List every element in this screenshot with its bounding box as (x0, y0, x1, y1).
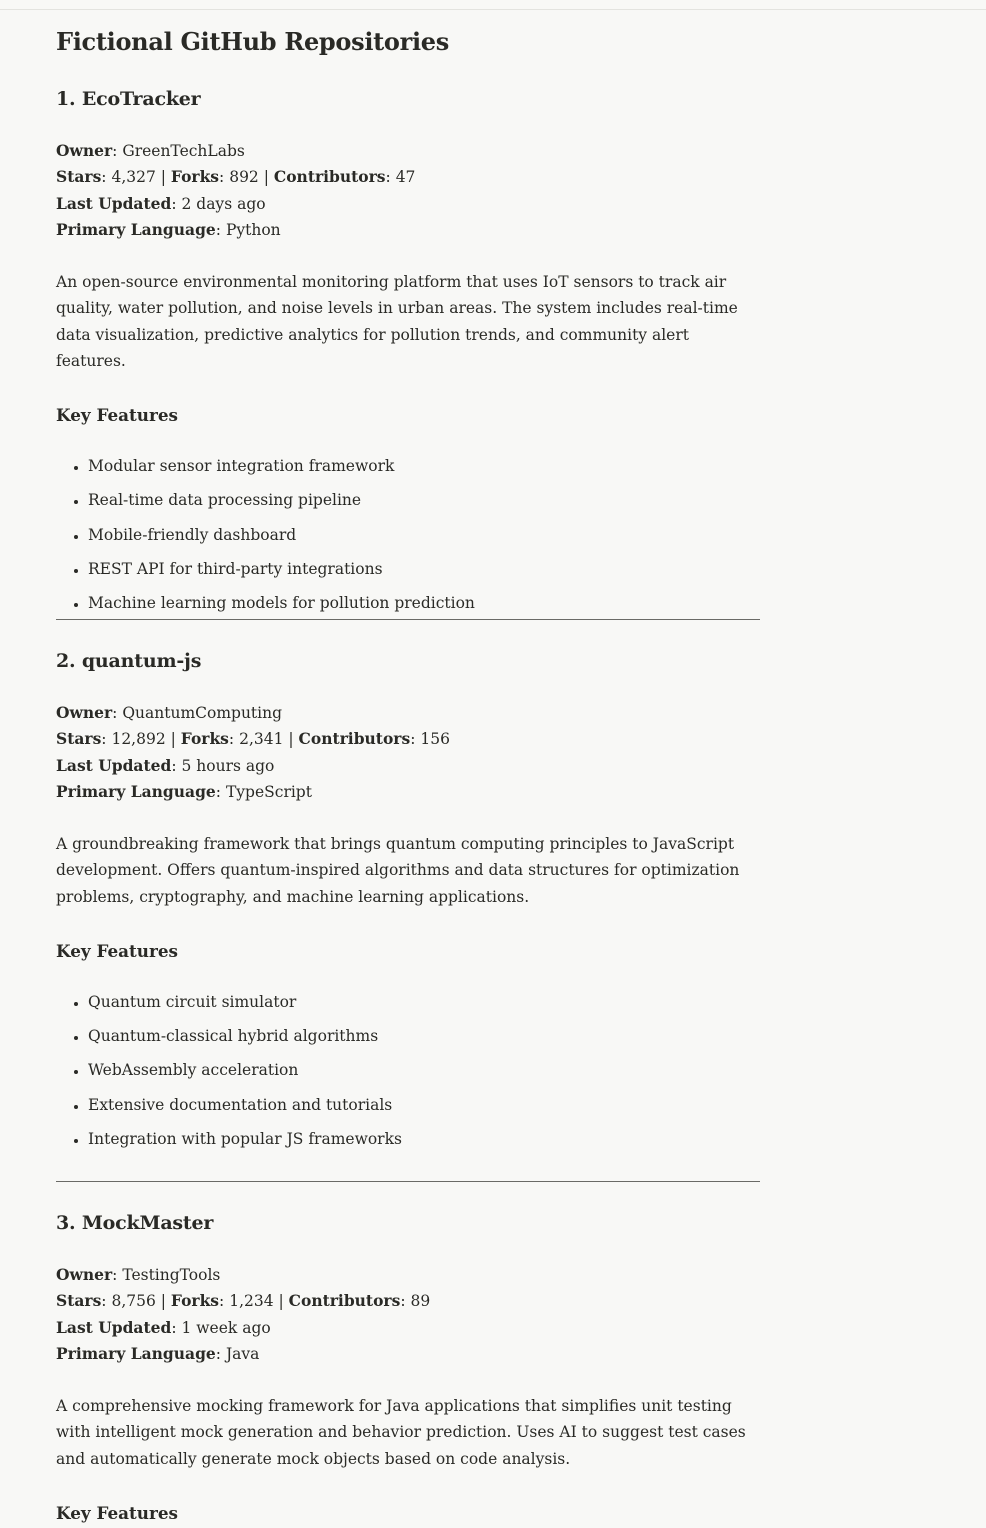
list-item: • Integration with popular JS frameworks (88, 1127, 760, 1151)
repo-meta (56, 700, 760, 805)
features-list (56, 990, 760, 1151)
owner-value: TestingTools (122, 1266, 221, 1284)
language-value: TypeScript (225, 782, 312, 801)
contributors-value: 47 (395, 168, 416, 187)
repo-heading: 1. EcoTracker (56, 88, 201, 110)
list-item: • WebAssembly acceleration (88, 1058, 760, 1082)
repo-description: An open-source environmental monitoring platform that uses IoT sensors to track air quality, water pollution, and noise levels in urban areas. The system includes real-time data visualization, predictive analytics for pollution trends, and community alert features. (56, 273, 738, 370)
updated-line: Last Updated: 5 hours ago (56, 755, 275, 775)
forks-value: 892 (229, 168, 259, 187)
owner-value: QuantumComputing (122, 704, 283, 722)
list-item: • Modular sensor integration framework (88, 454, 760, 478)
repo-heading: 2. quantum-js (56, 650, 202, 672)
language-label: Primary Language (56, 1343, 216, 1363)
forks-value: 1,234 (229, 1292, 274, 1311)
repo-section-mockmaster (56, 1210, 760, 1525)
language-line: Primary Language: TypeScript (56, 781, 312, 801)
stats-line: Stars: 4,327 | Forks: 892 | Contributors: 47 (56, 167, 416, 187)
language-line: Primary Language: Java (56, 1343, 260, 1363)
top-divider (0, 9, 986, 10)
last-updated-value: 5 hours ago (181, 756, 275, 775)
features-heading: Key Features (56, 1502, 178, 1523)
features-list (56, 454, 760, 615)
list-item: • Extensive documentation and tutorials (88, 1093, 760, 1117)
section-divider (56, 619, 760, 620)
list-item: • Quantum-classical hybrid algorithms (88, 1024, 760, 1048)
list-item: • REST API for third-party integrations (88, 557, 760, 581)
last-updated-label: Last Updated (56, 755, 172, 775)
repo-section-ecotracker (56, 86, 760, 625)
owner-label: Owner (56, 141, 113, 160)
owner-label: Owner (56, 1265, 113, 1284)
stars-value: 12,892 (111, 730, 166, 749)
owner-line: Owner: TestingTools (56, 1265, 221, 1284)
forks-value: 2,341 (239, 730, 284, 749)
contributors-label: Contributors (288, 1291, 401, 1311)
repo-section-quantum-js (56, 648, 760, 1161)
stats-line: Stars: 8,756 | Forks: 1,234 | Contributors: 89 (56, 1291, 431, 1311)
repo-meta (56, 138, 760, 243)
last-updated-label: Last Updated (56, 1317, 172, 1337)
language-line: Primary Language: Python (56, 219, 281, 239)
owner-value: GreenTechLabs (122, 142, 245, 160)
owner-label: Owner (56, 703, 113, 722)
language-value: Java (225, 1344, 260, 1363)
owner-line: Owner: QuantumComputing (56, 703, 283, 722)
language-label: Primary Language (56, 781, 216, 801)
features-heading: Key Features (56, 405, 178, 425)
updated-line: Last Updated: 1 week ago (56, 1317, 271, 1337)
owner-line: Owner: GreenTechLabs (56, 141, 245, 160)
repo-description: A groundbreaking framework that brings quantum computing principles to JavaScript development. Offers quantum-inspired algorithms and data structures for optimization problems, cryptography, and machine learning applications. (56, 835, 740, 906)
list-item: • Machine learning models for pollution prediction (88, 591, 760, 615)
contributors-value: 89 (410, 1292, 431, 1311)
repo-heading: 3. MockMaster (56, 1212, 214, 1234)
last-updated-value: 1 week ago (181, 1318, 271, 1337)
stars-label: Stars (56, 1291, 102, 1311)
language-value: Python (225, 220, 281, 239)
forks-label: Forks (180, 729, 229, 749)
stars-value: 4,327 (111, 168, 156, 187)
contributors-value: 156 (420, 730, 450, 749)
section-divider (56, 1181, 760, 1182)
features-heading: Key Features (56, 940, 178, 961)
language-label: Primary Language (56, 219, 216, 239)
forks-label: Forks (170, 1291, 220, 1311)
last-updated-value: 2 days ago (181, 194, 266, 213)
list-item: • Mobile-friendly dashboard (88, 523, 760, 547)
stars-value: 8,756 (111, 1292, 156, 1311)
stats-line: Stars: 12,892 | Forks: 2,341 | Contributors: 156 (56, 729, 450, 749)
stars-label: Stars (56, 167, 102, 187)
list-item: • Real-time data processing pipeline (88, 488, 760, 512)
page-title: Fictional GitHub Repositories (56, 27, 449, 56)
updated-line: Last Updated: 2 days ago (56, 193, 266, 213)
stars-label: Stars (56, 729, 102, 749)
contributors-label: Contributors (273, 167, 386, 187)
repo-meta (56, 1262, 760, 1367)
forks-label: Forks (170, 167, 220, 187)
repo-description: A comprehensive mocking framework for Java applications that simplifies unit testing with intelligent mock generation and behavior prediction. Uses AI to suggest test cases and automatically generate mock objects based on code analysis. (56, 1397, 746, 1468)
last-updated-label: Last Updated (56, 193, 172, 213)
contributors-label: Contributors (298, 729, 411, 749)
list-item: • Quantum circuit simulator (88, 990, 760, 1014)
